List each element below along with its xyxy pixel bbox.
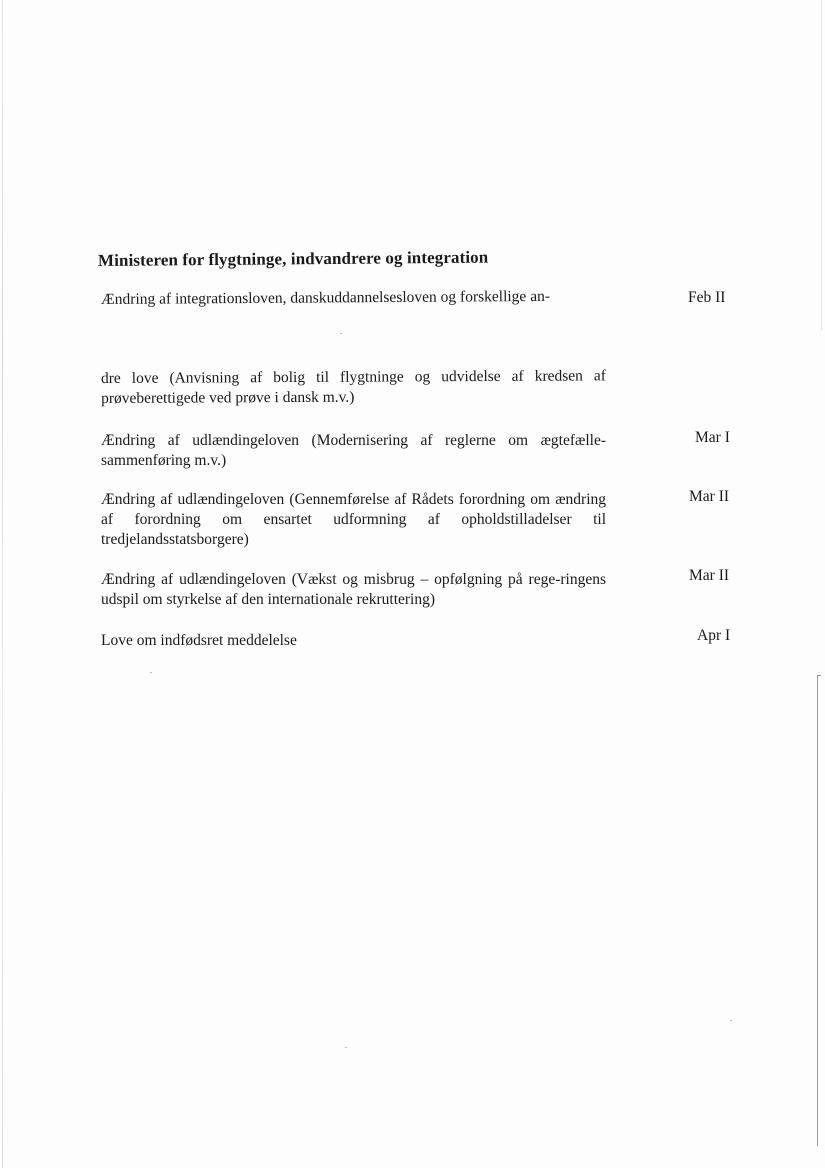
entry-1-date: Feb II (688, 289, 726, 306)
scan-edge-right-bottom (817, 675, 821, 1146)
entry-1-text-part1: Ændring af integrationsloven, danskuddannelsesloven og forskellige an- (100, 287, 551, 308)
scan-speck (345, 1047, 347, 1048)
scan-edge-left (2, 0, 3, 1168)
entry-4-text: Ændring af udlændingeloven (Vækst og misbrug – opfølgning på rege-ringens udspil om styrkelse af den internationale rekruttering) (101, 571, 606, 608)
scan-speck (730, 1020, 732, 1021)
entry-2-text: Ændring af udlændingeloven (Modernisering af reglerne om ægtefælle-sammenføring m.v.) (101, 432, 606, 469)
scan-speck (340, 333, 342, 334)
scan-edge-right (821, 0, 822, 330)
entry-2-date: Mar I (695, 429, 730, 446)
entry-5-text: Love om indfødsret meddelelse (101, 632, 297, 649)
entry-4-date: Mar II (689, 567, 730, 584)
ministry-heading: Ministeren for flygtninge, indvandrere og integration (97, 247, 489, 270)
entry-3-date: Mar II (689, 488, 730, 505)
entry-1-text-part2: dre love (Anvisning af bolig til flygtninge og udvidelse af kredsen af prøveberettigede ved prøve i dansk m.v.) (100, 367, 606, 407)
entry-3-text: Ændring af udlændingeloven (Gennemførelse af Rådets forordning om ændring af forordning om ensartet udformning af opholdstilladelser til tredjelandsstatsborgere) (101, 491, 606, 548)
entry-5-date: Apr I (697, 627, 731, 644)
scan-speck (150, 672, 152, 673)
